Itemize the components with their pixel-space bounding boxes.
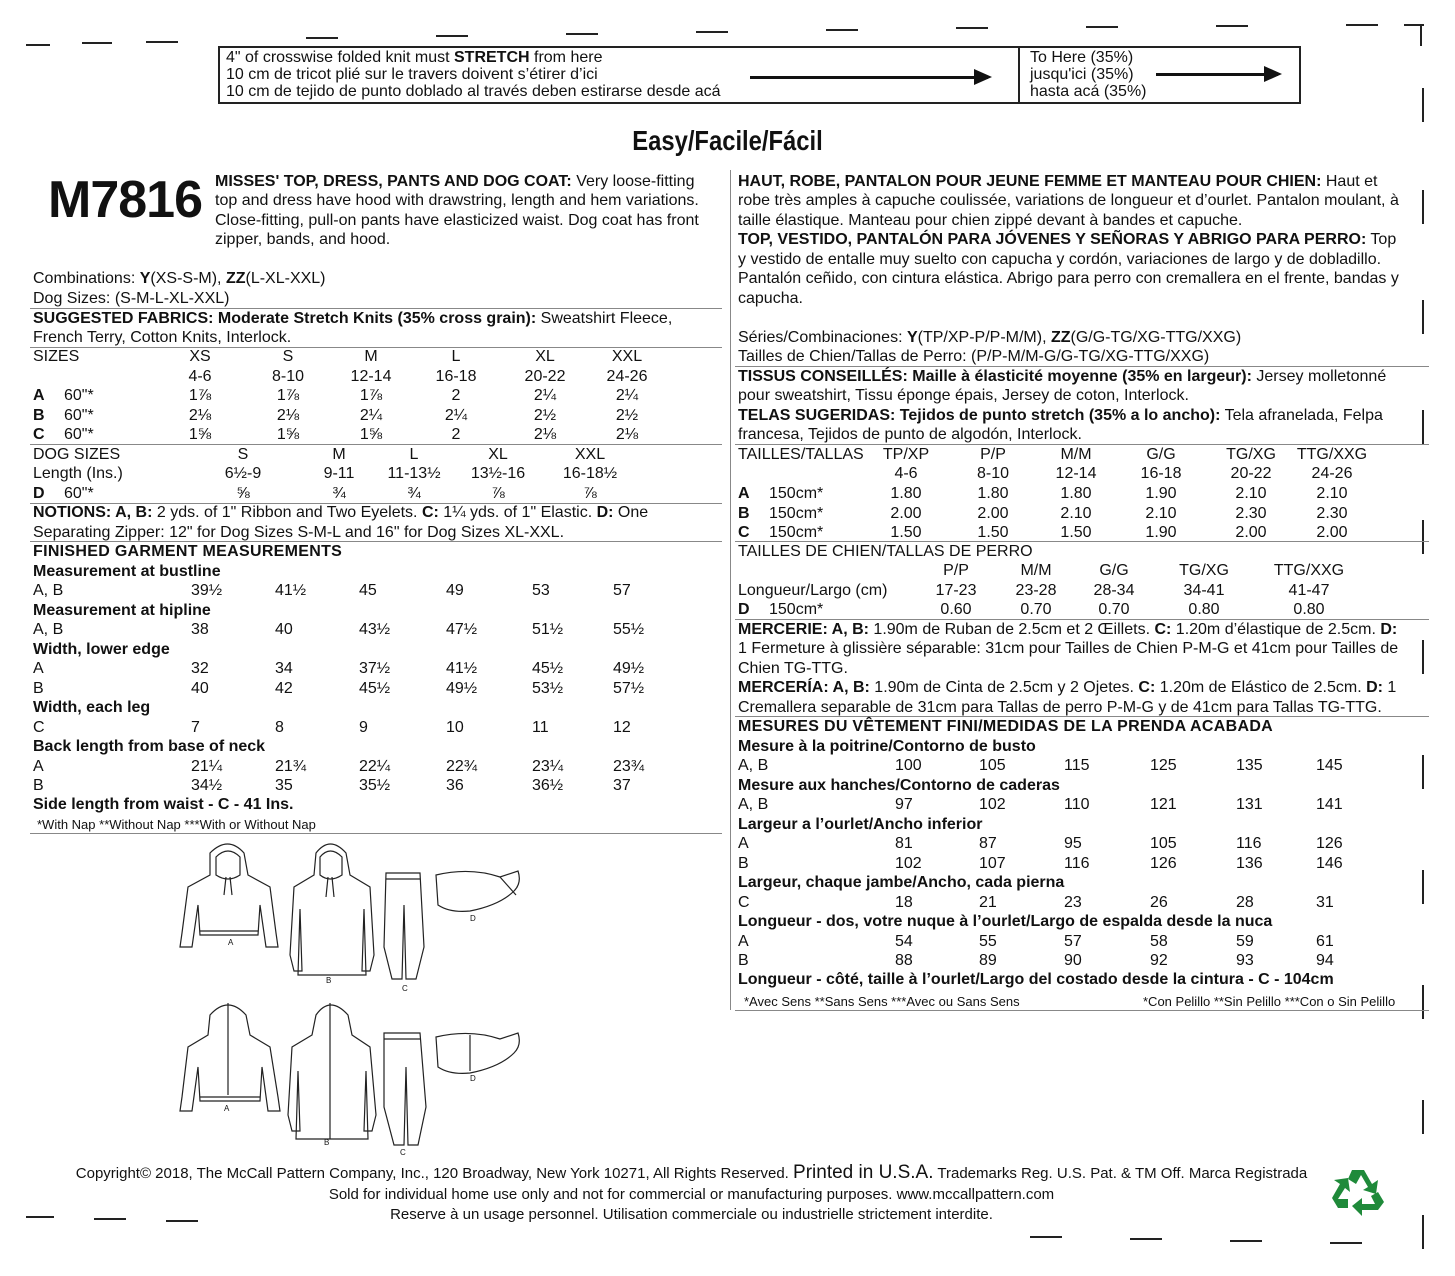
size-number: 16-18 — [435, 368, 477, 385]
measurement-value: 88 — [895, 952, 913, 969]
yardage-value: 2.10 — [1145, 504, 1177, 522]
measurement-value: 38 — [191, 621, 209, 638]
dog-yardage-value: ⅞ — [583, 485, 597, 502]
measurement-value: 11 — [532, 718, 549, 736]
yardage-view: C — [738, 524, 750, 541]
measurement-value: 115 — [1064, 757, 1090, 774]
yardage-value: 2 — [451, 426, 461, 443]
dog-size-header: XL — [488, 446, 508, 463]
description-en-line: top and dress have hood with drawstring, length and hem variations. — [215, 192, 699, 209]
side-length: Side length from waist - C - 41 Ins. — [33, 796, 294, 813]
measurement-value: 32 — [191, 660, 209, 677]
dog-yardage-width: 150cm* — [769, 601, 824, 618]
dog-length-label: Length (Ins.) — [33, 465, 123, 482]
measurement-value: 41½ — [275, 582, 307, 599]
measurement-value: 22¼ — [359, 757, 391, 775]
view-a-hoodie-back-drawing — [180, 1003, 280, 1111]
measurement-value: 126 — [1150, 854, 1177, 872]
measurement-value: 95 — [1064, 835, 1082, 852]
dog-size-header: TG/XG — [1179, 562, 1229, 579]
size-header: M — [364, 348, 378, 365]
measurement-value: 145 — [1316, 757, 1343, 774]
yardage-width: 150cm* — [769, 504, 824, 522]
view-b-dress-back-drawing — [288, 1003, 376, 1139]
yardage-value: 1.50 — [890, 524, 922, 541]
measurement-value: 105 — [979, 757, 1006, 774]
yardage-value: 2.10 — [1316, 485, 1348, 502]
tissus-conseilles: TISSUS CONSEILLÉS: Maille à élasticité moyenne (35% en largeur): Jersey molletonné — [738, 368, 1387, 385]
measurement-value: 34 — [275, 660, 293, 677]
measurement-label: A — [33, 757, 44, 775]
yardage-value: 1⅝ — [359, 426, 383, 443]
taille-number: 20-22 — [1230, 465, 1272, 482]
dog-length: 9-11 — [323, 465, 355, 482]
measurement-label: B — [738, 854, 749, 872]
measurement-value: 22¾ — [446, 757, 478, 775]
yardage-value: 1.80 — [1060, 485, 1092, 502]
merceria-line: Cremallera separable de 31cm para Tallas de perro P-M-G y de 41cm para Tallas TG-TTG. — [738, 699, 1382, 716]
yardage-value: 1.50 — [1060, 524, 1092, 541]
copyright-line: Copyright© 2018, The McCall Pattern Company, Inc., 120 Broadway, New York 10271, All Rights Reserved. Printed in U.S.A. Trademarks Reg. U.S. Pat. & TM Off. Marca Registrada — [75, 1162, 1308, 1183]
yardage-value: 2⅛ — [615, 426, 639, 443]
description-en-line: zipper, bands, and hood. — [215, 231, 391, 248]
dog-length-label-fr: Longueur/Largo (cm) — [738, 582, 888, 599]
dog-yardage-value: 0.80 — [1293, 601, 1325, 618]
notions: NOTIONS: A, B: 2 yds. of 1" Ribbon and Two Eyelets. C: 1¼ yds. of 1" Elastic. D: One — [33, 504, 649, 521]
view-c-pants-drawing — [384, 873, 424, 979]
view-d-dog-coat-back-drawing — [436, 1033, 519, 1073]
yardage-value: 1.50 — [977, 524, 1009, 541]
dog-length: 41-47 — [1288, 582, 1330, 599]
finished-measurements-label: FINISHED GARMENT MEASUREMENTS — [33, 543, 343, 560]
view-label-b-back: B — [324, 1138, 330, 1147]
measurement-label: A, B — [738, 796, 769, 813]
notions-line: Separating Zipper: 12" for Dog Sizes S-M-L and 16" for Dog Sizes XL-XXL. — [33, 524, 565, 541]
stretch-gauge — [218, 46, 1301, 104]
measurement-value: 121 — [1150, 796, 1177, 813]
yardage-view: A — [33, 387, 45, 404]
measurement-label: A, B — [33, 582, 64, 599]
measurement-value: 55½ — [613, 621, 645, 638]
view-a-hoodie-drawing — [180, 844, 278, 947]
yardage-value: 2⅛ — [188, 406, 212, 424]
measurement-value: 49 — [446, 582, 464, 599]
size-number: 24-26 — [606, 368, 648, 385]
dog-size-header: G/G — [1099, 562, 1129, 579]
stretch-line-fr: 10 cm de tricot plié sur le travers doivent s’étirer d’ici — [226, 66, 598, 83]
dog-length: 23-28 — [1015, 582, 1057, 599]
measurement-value: 58 — [1150, 932, 1168, 950]
measurement-value: 23¼ — [532, 757, 564, 775]
measurement-value: 107 — [979, 854, 1006, 872]
view-label-a: A — [228, 938, 234, 947]
yardage-value: 1⅞ — [359, 387, 383, 404]
yardage-view: C — [33, 426, 45, 443]
measurement-value: 37½ — [359, 660, 391, 677]
dog-yardage-value: 0.80 — [1188, 601, 1220, 618]
arrow-right-icon — [750, 76, 988, 79]
description-en: MISSES' TOP, DRESS, PANTS AND DOG COAT: Very loose-fitting — [215, 173, 695, 190]
measurement-value: 126 — [1316, 835, 1343, 852]
description-fr-line: robe très amples à capuche coulissée, variations de longueur et d’ourlet. Pantalon moulant, à — [738, 192, 1399, 209]
view-c-pants-back-drawing — [384, 1033, 426, 1145]
view-d-dog-coat-drawing — [436, 871, 519, 911]
measurement-heading: Largeur, chaque jambe/Ancho, cada pierna — [738, 874, 1065, 891]
yardage-value: 2 — [451, 387, 461, 404]
measurement-value: 41½ — [446, 660, 478, 677]
dog-size-header: L — [409, 446, 419, 463]
yardage-view: B — [33, 406, 45, 424]
dog-length: 16-18½ — [562, 465, 618, 482]
pattern-number: M7816 — [48, 171, 202, 229]
dog-yardage-value: ⅝ — [236, 485, 250, 502]
yardage-value: 2.10 — [1235, 485, 1267, 502]
yardage-value: 1⅝ — [188, 426, 212, 443]
suggested-fabrics-line: French Terry, Cotton Knits, Interlock. — [33, 329, 292, 346]
yardage-value: 2.10 — [1060, 504, 1092, 522]
yardage-value: 2.30 — [1316, 504, 1348, 522]
taille-number: 12-14 — [1055, 465, 1097, 482]
yardage-value: 1.80 — [977, 485, 1009, 502]
measurement-value: 18 — [895, 893, 913, 911]
to-here-es: hasta acá (35%) — [1030, 83, 1147, 100]
measurement-value: 45 — [359, 582, 377, 599]
measurement-value: 31 — [1316, 893, 1334, 911]
view-label-d-back: D — [470, 1074, 476, 1083]
measurement-value: 21¾ — [275, 757, 307, 775]
measurement-value: 7 — [191, 718, 200, 736]
measurement-value: 36 — [446, 777, 464, 794]
taille-number: 8-10 — [976, 465, 1010, 482]
yardage-value: 1.80 — [890, 485, 922, 502]
yardage-value: 1.90 — [1145, 524, 1177, 541]
measurement-value: 21¼ — [191, 757, 223, 775]
yardage-view: A — [738, 485, 750, 502]
suggested-fabrics: SUGGESTED FABRICS: Moderate Stretch Knits (35% cross grain): Sweatshirt Fleece, — [33, 310, 673, 327]
measurement-heading: Largeur a l’ourlet/Ancho inferior — [738, 815, 983, 833]
dog-sizes-label: DOG SIZES — [33, 446, 121, 463]
yardage-width: 60"* — [64, 387, 94, 404]
dog-size-header: S — [237, 446, 249, 463]
measurement-value: 39½ — [191, 582, 223, 599]
size-number: 8-10 — [271, 368, 305, 385]
yardage-value: 2¼ — [533, 387, 557, 404]
dog-length: 17-23 — [935, 582, 977, 599]
dog-length: 6½-9 — [224, 465, 262, 482]
merceria: MERCERÍA: A, B: 1.90m de Cinta de 2.5cm y 2 Ojetes. C: 1.20m de Elástico de 2.5cm. D: 1 — [738, 679, 1397, 696]
measurement-value: 136 — [1236, 854, 1263, 872]
difficulty-title: Easy/Facile/Fácil — [632, 125, 823, 156]
dog-yardage-value: ¾ — [332, 485, 346, 502]
measurement-value: 51½ — [532, 621, 564, 638]
measurement-heading: Mesure aux hanches/Contorno de caderas — [738, 776, 1060, 794]
measurement-value: 81 — [895, 835, 913, 852]
measurement-value: 26 — [1150, 893, 1168, 911]
measurement-value: 105 — [1150, 835, 1177, 852]
measurement-value: 45½ — [532, 660, 564, 677]
measurement-value: 10 — [446, 718, 464, 736]
dog-sizes: Dog Sizes: (S-M-L-XL-XXL) — [33, 290, 230, 307]
measurement-value: 102 — [895, 854, 922, 872]
measurement-heading: Width, each leg — [33, 699, 151, 716]
telas-line: francesa, Tejidos de punto de algodón, Interlock. — [738, 426, 1082, 443]
size-header: S — [282, 348, 294, 365]
description-fr-line: taille élastique. Manteau pour chien zippé devant à bandes et capuche. — [738, 212, 1243, 229]
size-number: 20-22 — [524, 368, 566, 385]
size-number: 4-6 — [188, 368, 212, 385]
dog-yardage-value: 0.60 — [940, 601, 972, 618]
telas-sugeridas: TELAS SUGERIDAS: Tejidos de punto stretch (35% a lo ancho): Tela afranelada, Felpa — [738, 407, 1383, 424]
yardage-value: 2.00 — [890, 504, 922, 522]
yardage-value: 1⅞ — [276, 387, 300, 404]
dog-size-header: M — [332, 446, 346, 463]
measurement-value: 42 — [275, 679, 293, 697]
measurement-value: 59 — [1236, 932, 1254, 950]
measurement-value: 28 — [1236, 893, 1254, 911]
measurement-label: A — [738, 835, 749, 852]
nap-note-es: *Con Pelillo **Sin Pelillo ***Con o Sin Pelillo — [1143, 994, 1396, 1009]
series-combinations: Séries/Combinaciones: Y(TP/XP-P/P-M/M), ZZ(G/G-TG/XG-TTG/XXG) — [738, 329, 1242, 346]
description-en-line: Close-fitting, pull-on pants have elasticized waist. Dog coat has front — [215, 212, 699, 229]
view-label-b: B — [326, 976, 332, 985]
measurement-label: C — [33, 718, 45, 736]
measurement-heading: Back length from base of neck — [33, 738, 266, 755]
measurement-value: 36½ — [532, 777, 564, 794]
measurement-value: 116 — [1236, 835, 1262, 852]
measurement-value: 146 — [1316, 854, 1343, 872]
dog-yardage-width: 60"* — [64, 485, 94, 502]
measurement-heading: Measurement at hipline — [33, 601, 211, 619]
dog-sizes-fr: Tailles de Chien/Tallas de Perro: (P/P-M/M-G/G-TG/XG-TTG/XXG) — [738, 348, 1210, 365]
measurement-label: A, B — [738, 757, 769, 774]
measurement-label: C — [738, 893, 750, 911]
tissus-line: pour sweatshirt, Tissu éponge épais, Jersey de coton, Interlock. — [738, 387, 1189, 404]
taille-number: 4-6 — [894, 465, 918, 482]
measurement-value: 53½ — [532, 679, 564, 697]
measurement-label: B — [33, 679, 44, 697]
finished-measurements-label-fr: MESURES DU VÊTEMENT FINI/MEDIDAS DE LA PRENDA ACABADA — [738, 718, 1274, 735]
size-header: XXL — [611, 348, 643, 365]
taille-number: 24-26 — [1311, 465, 1353, 482]
measurement-value: 97 — [895, 796, 913, 813]
measurement-value: 131 — [1236, 796, 1263, 813]
nap-note-fr: *Avec Sens **Sans Sens ***Avec ou Sans Sens — [744, 994, 1020, 1009]
nap-note: *With Nap **Without Nap ***With or Without Nap — [37, 817, 316, 832]
measurement-value: 61 — [1316, 932, 1334, 950]
dog-size-header: TTG/XXG — [1273, 562, 1345, 579]
dog-length: 13½-16 — [470, 465, 526, 482]
yardage-value: 2½ — [533, 406, 557, 424]
dog-yardage-value: 0.70 — [1098, 601, 1130, 618]
description-es-line: Pantalón ceñido, con cintura elástica. Abrigo para perro con cremallera en el frente, bandas y — [738, 270, 1399, 287]
stretch-line-es: 10 cm de tejido de punto doblado al través deben estirarse desde acá — [226, 83, 721, 100]
measurement-value: 35 — [275, 777, 293, 794]
measurement-value: 125 — [1150, 757, 1177, 774]
measurement-value: 102 — [979, 796, 1006, 813]
measurement-value: 116 — [1064, 854, 1090, 872]
dog-yardage-view: D — [33, 485, 45, 502]
measurement-value: 34½ — [191, 777, 223, 794]
to-here-fr: jusqu'ici (35%) — [1030, 66, 1134, 83]
yardage-width: 60"* — [64, 406, 94, 424]
size-number: 12-14 — [350, 368, 392, 385]
tailles-label: TAILLES/TALLAS — [738, 446, 864, 463]
measurement-value: 100 — [895, 757, 922, 774]
measurement-value: 141 — [1316, 796, 1343, 813]
measurement-value: 23 — [1064, 893, 1082, 911]
yardage-value: 2⅛ — [276, 406, 300, 424]
side-length-fr: Longueur - côté, taille à l’ourlet/Largo del costado desde la cintura - C - 104cm — [738, 971, 1334, 988]
usage-line-fr: Reserve à un usage personnel. Utilisation commerciale ou industrielle strictement interdite. — [390, 1206, 993, 1223]
view-label-d: D — [470, 914, 476, 923]
measurement-value: 53 — [532, 582, 550, 599]
measurement-value: 23¾ — [613, 757, 645, 775]
yardage-value: 1.90 — [1145, 485, 1177, 502]
dog-length: 34-41 — [1183, 582, 1225, 599]
measurement-value: 9 — [359, 718, 368, 736]
measurement-heading: Measurement at bustline — [33, 562, 221, 580]
dog-sizes-label-fr: TAILLES DE CHIEN/TALLAS DE PERRO — [738, 543, 1033, 560]
yardage-width: 150cm* — [769, 485, 824, 502]
arrow-right-icon — [1156, 73, 1278, 76]
technical-drawings — [170, 835, 530, 1165]
measurement-heading: Mesure à la poitrine/Contorno de busto — [738, 737, 1036, 755]
yardage-width: 150cm* — [769, 524, 824, 541]
description-fr: HAUT, ROBE, PANTALON POUR JEUNE FEMME ET MANTEAU POUR CHIEN: Haut et — [738, 173, 1378, 190]
mercerie: MERCERIE: A, B: 1.90m de Ruban de 2.5cm et 2 Œillets. C: 1.20m d’élastique de 2.5cm. D: — [738, 621, 1398, 638]
taille-header: P/P — [980, 446, 1006, 463]
size-header: XS — [189, 348, 211, 365]
yardage-width: 60"* — [64, 426, 94, 443]
taille-header: TTG/XXG — [1296, 446, 1368, 463]
measurement-value: 12 — [613, 718, 631, 736]
measurement-value: 87 — [979, 835, 997, 852]
recycle-icon — [1330, 1166, 1386, 1218]
measurement-value: 37 — [613, 777, 631, 794]
sizes-label: SIZES — [33, 348, 80, 365]
measurement-value: 54 — [895, 932, 913, 950]
measurement-value: 57 — [1064, 932, 1082, 950]
dog-yardage-value: ¾ — [407, 485, 421, 502]
measurement-value: 35½ — [359, 777, 391, 794]
yardage-value: 2¼ — [615, 387, 639, 404]
description-es: TOP, VESTIDO, PANTALÓN PARA JÓVENES Y SEÑORAS Y ABRIGO PARA PERRO: Top — [738, 231, 1397, 248]
measurement-value: 92 — [1150, 952, 1168, 969]
to-here-en: To Here (35%) — [1030, 49, 1134, 66]
measurement-value: 110 — [1064, 796, 1090, 813]
size-header: XL — [535, 348, 555, 365]
measurement-label: A — [33, 660, 44, 677]
measurement-heading: Longueur - dos, votre nuque à l’ourlet/Largo de espalda desde la nuca — [738, 913, 1273, 930]
measurement-value: 57½ — [613, 679, 645, 697]
dog-length: 11-13½ — [387, 465, 441, 482]
usage-line-en: Sold for individual home use only and not for commercial or manufacturing purposes. www.mccallpattern.com — [328, 1186, 1055, 1203]
yardage-view: B — [738, 504, 750, 522]
view-label-a-back: A — [224, 1104, 230, 1113]
mercerie-line: 1 Fermeture à glissière séparable: 31cm pour Tailles de Chien P-M-G et 41cm pour Tailles de — [738, 640, 1399, 657]
measurement-value: 55 — [979, 932, 997, 950]
taille-number: 16-18 — [1140, 465, 1182, 482]
measurement-value: 135 — [1236, 757, 1263, 774]
dog-yardage-value: 0.70 — [1020, 601, 1052, 618]
taille-header: TP/XP — [882, 446, 930, 463]
measurement-label: A, B — [33, 621, 64, 638]
measurement-label: B — [738, 952, 749, 969]
measurement-value: 43½ — [359, 621, 391, 638]
measurement-label: B — [33, 777, 44, 794]
mercerie-line: Chien TG-TTG. — [738, 660, 848, 677]
dog-size-header: M/M — [1020, 562, 1052, 579]
measurement-value: 21 — [979, 893, 997, 911]
taille-header: M/M — [1060, 446, 1092, 463]
taille-header: TG/XG — [1226, 446, 1276, 463]
yardage-value: 1⅝ — [276, 426, 300, 443]
view-label-c: C — [402, 984, 408, 993]
measurement-value: 45½ — [359, 679, 391, 697]
yardage-value: 2.00 — [977, 504, 1009, 522]
yardage-value: 1⅞ — [188, 387, 212, 404]
dog-size-header: XXL — [574, 446, 606, 463]
yardage-value: 2⅛ — [533, 426, 557, 443]
view-label-c-back: C — [400, 1148, 406, 1157]
dog-length: 28-34 — [1093, 582, 1135, 599]
dog-size-header: P/P — [943, 562, 969, 579]
measurement-value: 90 — [1064, 952, 1082, 969]
measurement-value: 8 — [275, 718, 284, 736]
yardage-value: 2.00 — [1316, 524, 1348, 541]
description-es-line: y vestido de entalle muy suelto con capucha y cordón, variaciones de largo y de dobladillo. — [738, 251, 1382, 268]
yardage-value: 2.30 — [1235, 504, 1267, 522]
yardage-value: 2¼ — [444, 406, 468, 424]
combinations: Combinations: Y(XS-S-M), ZZ(L-XL-XXL) — [33, 270, 326, 287]
yardage-value: 2¼ — [359, 406, 383, 424]
measurement-value: 57 — [613, 582, 631, 599]
measurement-value: 49½ — [613, 660, 645, 677]
dog-yardage-view: D — [738, 601, 750, 618]
size-header: L — [451, 348, 461, 365]
measurement-value: 47½ — [446, 621, 478, 638]
measurement-label: A — [738, 932, 749, 950]
measurement-value: 89 — [979, 952, 997, 969]
measurement-value: 40 — [275, 621, 293, 638]
taille-header: G/G — [1146, 446, 1176, 463]
stretch-line-en: 4" of crosswise folded knit must STRETCH from here — [226, 49, 603, 66]
measurement-value: 40 — [191, 679, 209, 697]
description-es-line: capucha. — [738, 290, 803, 307]
measurement-heading: Width, lower edge — [33, 640, 170, 658]
measurement-value: 49½ — [446, 679, 478, 697]
measurement-value: 93 — [1236, 952, 1254, 969]
dog-yardage-value: ⅞ — [491, 485, 505, 502]
yardage-value: 2½ — [615, 406, 639, 424]
measurement-value: 94 — [1316, 952, 1334, 969]
yardage-value: 2.00 — [1235, 524, 1267, 541]
view-b-dress-drawing — [290, 844, 374, 975]
